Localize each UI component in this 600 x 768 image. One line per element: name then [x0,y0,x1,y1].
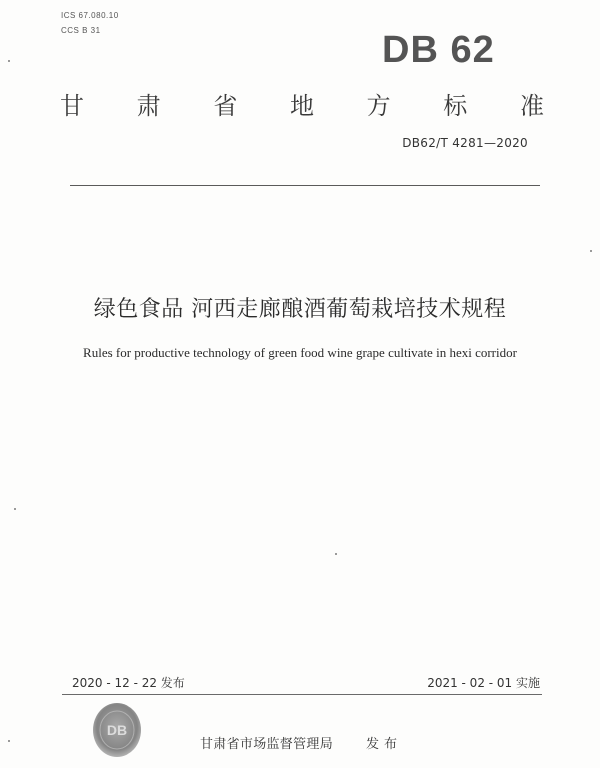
implementation-date: 2021 - 02 - 01 实施 [427,676,540,690]
scan-speck [14,508,16,510]
header-divider [70,185,540,186]
standard-name-char: 标 [443,92,468,120]
scan-speck [335,553,337,555]
publisher-name: 甘肃省市场监督管理局 [200,737,334,752]
ccs-code: CCS B 31 [61,26,101,35]
seal-text: DB [106,722,128,738]
publish-label: 发布 [366,737,403,752]
scan-speck [8,740,10,742]
standard-name-char: 准 [519,92,544,120]
standard-name-char: 方 [366,92,391,120]
scan-speck [590,250,592,252]
scan-speck [8,60,10,62]
standard-name-char: 甘 [60,92,84,120]
footer-divider [62,694,542,695]
standard-name-char: 地 [289,92,314,120]
standard-name-char: 肃 [136,92,161,120]
official-seal-icon [92,702,142,758]
ics-code: ICS 67.080.10 [61,11,119,20]
document-title-english: Rules for productive technology of green food wine grape cultivate in hexi corridor [83,345,517,360]
standard-number: DB62/T 4281—2020 [402,136,528,150]
document-title-chinese: 绿色食品 河西走廊酿酒葡萄栽培技术规程 [93,297,507,322]
db62-logo: DB 62 [382,29,495,71]
standard-name-char: 省 [213,92,238,120]
standard-category-title [60,90,544,122]
issue-date: 2020 - 12 - 22 发布 [72,676,185,690]
classification-codes [61,8,119,38]
